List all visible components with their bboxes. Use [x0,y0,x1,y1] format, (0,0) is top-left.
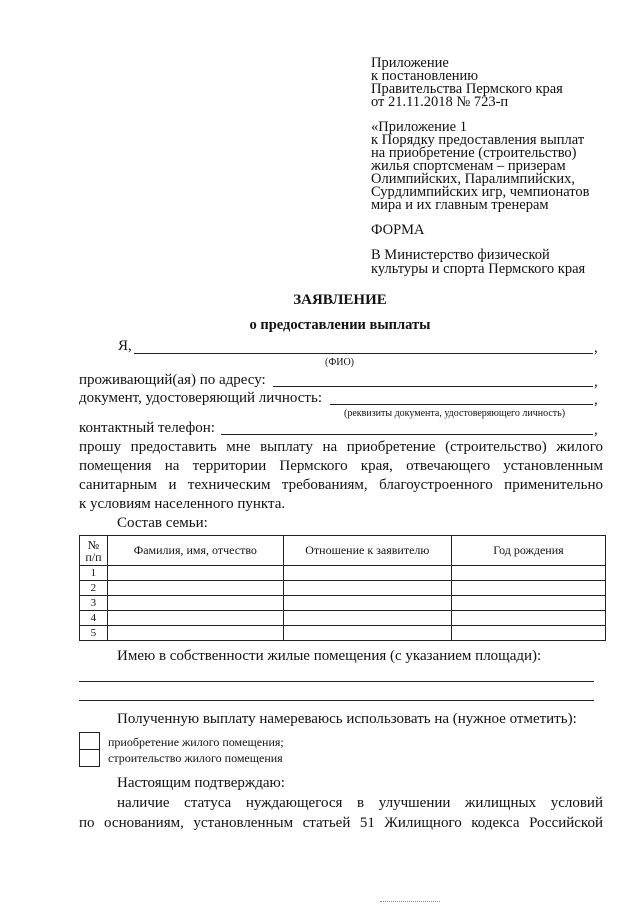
request-line: помещения на территории Пермского края, отвечающего установленным [79,458,603,474]
usage-label: Полученную выплату намереваюсь использовать на (нужное отметить): [117,711,577,727]
procedure-line: Олимпийских, Паралимпийских, [371,171,575,187]
relation-cell[interactable] [283,581,451,596]
birth-year-header: Год рождения [451,536,605,566]
family-table [79,535,606,641]
recipient-line: В Министерство физической [371,247,550,263]
document-label: документ, удостоверяющий личность: [79,390,322,406]
name-cell[interactable] [107,581,283,596]
request-line: прошу предоставить мне выплату на приобретение (строительство) жилого [79,439,603,455]
relation-cell[interactable] [283,566,451,581]
birth-year-cell[interactable] [451,611,605,626]
name-cell[interactable] [107,596,283,611]
purchase-checkbox[interactable] [79,732,100,750]
appendix-line: Приложение [371,55,449,71]
construction-option-label: строительство жилого помещения [108,751,283,765]
ya-label: Я, [118,338,132,354]
document-comma: , [594,392,598,408]
num-header-top: № [87,537,100,552]
table-row [80,566,606,581]
confirm-label: Настоящим подтверждаю: [117,775,285,791]
procedure-line: к Порядку предоставления выплат [371,132,585,148]
appendix-line: от 21.11.2018 № 723-п [371,94,509,110]
procedure-line: мира и их главным тренерам [371,197,549,213]
table-row [80,626,606,641]
procedure-line: на приобретение (строительство) [371,145,577,161]
num-header-bottom: п/п [85,549,102,564]
relation-cell[interactable] [283,626,451,641]
fio-hint: (ФИО) [325,357,355,368]
recipient-line: культуры и спорта Пермского края [371,261,586,277]
procedure-line: «Приложение 1 [371,119,467,135]
purchase-option-label: приобретение жилого помещения; [108,735,284,749]
appendix-line: к постановлению [371,68,479,84]
relation-header: Отношение к заявителю [283,536,451,566]
appendix-line: Правительства Пермского края [371,81,563,97]
property-label: Имею в собственности жилые помещения (с указанием площади): [117,648,542,664]
document-field[interactable] [330,404,593,405]
birth-year-cell[interactable] [451,596,605,611]
page-title: ЗАЯВЛЕНИЕ [293,292,387,308]
address-field[interactable] [273,386,593,387]
request-line: санитарным и техническим требованиям, благоустроенного применительно [79,477,603,493]
num-header [80,536,108,566]
name-cell[interactable] [107,566,283,581]
name-header: Фамилия, имя, отчество [107,536,283,566]
row-number: 2 [80,581,108,596]
family-label: Состав семьи: [117,515,208,531]
construction-checkbox[interactable] [79,749,100,767]
birth-year-cell[interactable] [451,566,605,581]
phone-comma: , [594,422,598,438]
confirm-line: наличие статуса нуждающегося в улучшении жилищных условий [117,795,603,811]
request-line: к условиям населенного пункта. [79,496,286,512]
property-field-line-2[interactable] [79,700,594,701]
page-subtitle: о предоставлении выплаты [249,317,431,333]
relation-cell[interactable] [283,611,451,626]
name-cell[interactable] [107,611,283,626]
relation-cell[interactable] [283,596,451,611]
birth-year-cell[interactable] [451,581,605,596]
family-header-row [80,536,606,566]
property-field-line-1[interactable] [79,681,594,682]
address-label: проживающий(ая) по адресу: [79,372,266,388]
fio-comma: , [594,340,598,356]
fio-field[interactable] [134,353,593,354]
row-number: 5 [80,626,108,641]
confirm-line: по основаниям, установленным статьей 51 Жилищного кодекса Российской [79,815,603,831]
table-row [80,581,606,596]
phone-label: контактный телефон: [79,420,215,436]
table-row [80,611,606,626]
procedure-line: Сурдлимпийских игр, чемпионатов [371,184,590,200]
table-row [80,596,606,611]
phone-field[interactable] [221,434,593,435]
procedure-line: жилья спортсменам – призерам [371,158,566,174]
form-label: ФОРМА [371,222,425,238]
name-cell[interactable] [107,626,283,641]
row-number: 3 [80,596,108,611]
document-hint: (реквизиты документа, удостоверяющего личность) [344,408,566,419]
birth-year-cell[interactable] [451,626,605,641]
row-number: 1 [80,566,108,581]
row-number: 4 [80,611,108,626]
address-comma: , [594,374,598,390]
scan-edge-mark [380,901,440,902]
